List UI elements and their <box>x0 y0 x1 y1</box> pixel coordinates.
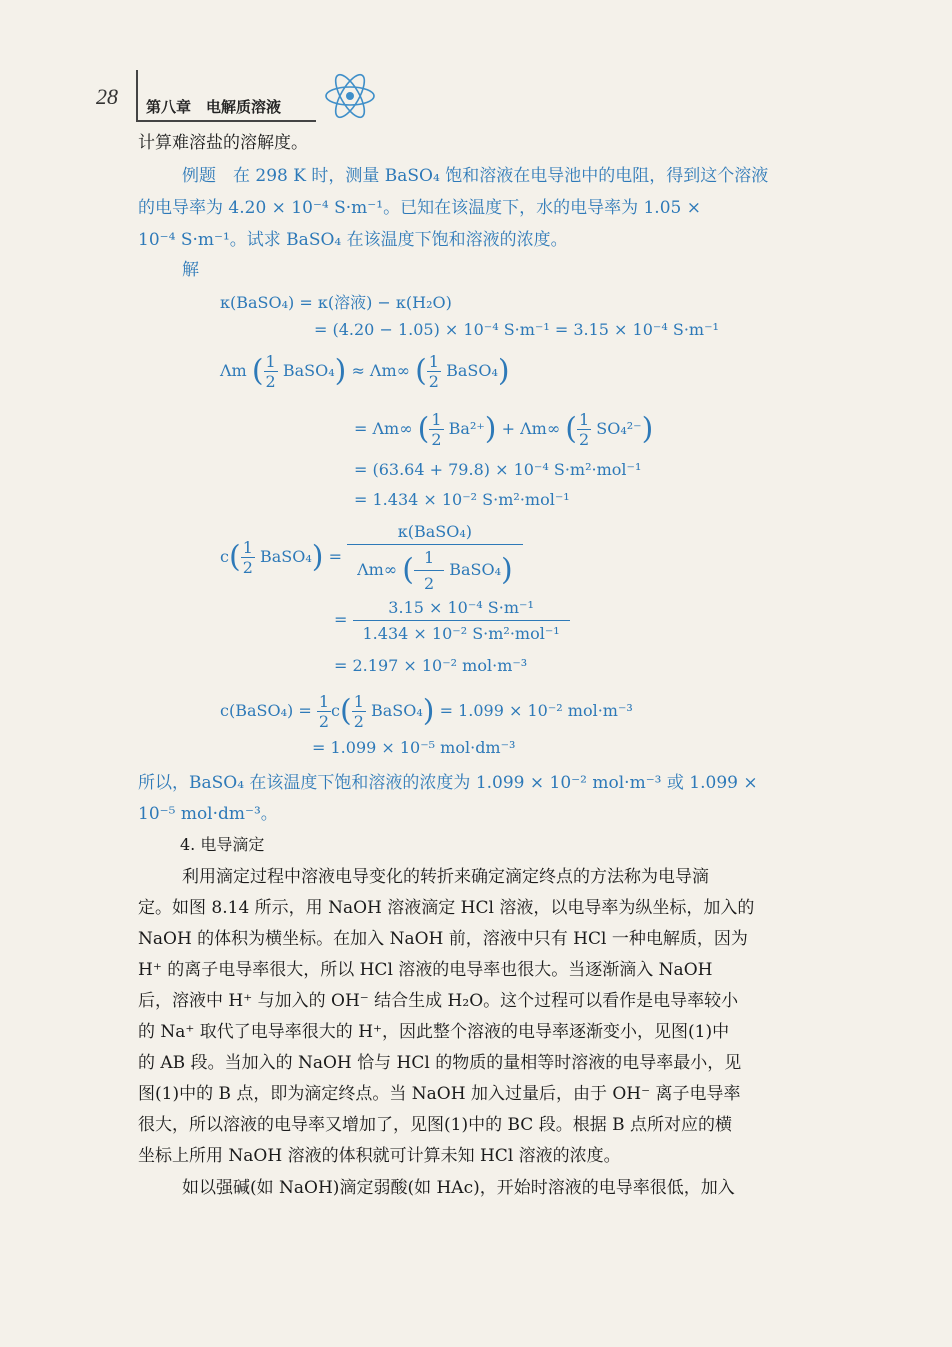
paren-close: ) <box>497 353 510 389</box>
intro-line: 计算难溶盐的溶解度。 <box>138 133 308 153</box>
conclusion-line-1: 所以，BaSO₄ 在该温度下饱和溶液的浓度为 1.099 × 10⁻² mol·m⁻³ 或 1.099 × <box>138 773 758 793</box>
fraction-half: $\frac{1}{2}$ <box>578 410 590 449</box>
conclusion-line-2: 10⁻⁵ mol·dm⁻³。 <box>138 804 278 824</box>
paragraph-line: 很大，所以溶液的电导率又增加了，见图(1)中的 BC 段。根据 B 点所对应的横 <box>138 1115 733 1135</box>
formula-kappa-baso4: κ(BaSO₄) = κ(溶液) − κ(H₂O) <box>220 293 452 312</box>
atom-icon <box>322 68 378 124</box>
formula-numeric-fraction: = $\frac{\text{3.15 × 10⁻⁴ S·m⁻¹}}{\text{1.434 × 10⁻² S·m²·mol⁻¹}}$ <box>334 598 570 643</box>
fraction-half: $\frac{1}{2}$ <box>428 352 439 391</box>
last-paragraph-line: 如以强碱(如 NaOH)滴定弱酸(如 HAc)，开始时溶液的电导率很低，加入 <box>182 1178 735 1198</box>
fraction-half: $\frac{1}{2}$ <box>265 352 276 391</box>
paragraph-line: H⁺ 的离子电导率很大，所以 HCl 溶液的电导率也很大。当逐渐滴入 NaOH <box>138 960 713 980</box>
lambda-m-symbol: Λm <box>220 361 247 380</box>
paren-open: ( <box>415 353 427 389</box>
paragraph-line: 坐标上所用 NaOH 溶液的体积就可计算未知 HCl 溶液的浓度。 <box>138 1146 621 1166</box>
formula-ion-values: = (63.64 + 79.8) × 10⁻⁴ S·m²·mol⁻¹ <box>354 460 642 479</box>
species-so4: SO₄²⁻ <box>596 419 642 438</box>
lambda-limit-a: = Λm∞ <box>354 419 413 438</box>
fraction-kappa-over-lambda: κ(BaSO₄) Λm∞ ( $\frac{1}{2}$ BaSO₄) <box>347 522 523 593</box>
formula-lambda-result: = 1.434 × 10⁻² S·m²·mol⁻¹ <box>354 490 570 509</box>
formula-concentration-result: = 2.197 × 10⁻² mol·m⁻³ <box>334 656 528 675</box>
paragraph-line: 图(1)中的 B 点，即为滴定终点。当 NaOH 加入过量后，由于 OH⁻ 离子电导率 <box>138 1084 741 1104</box>
paragraph-line: NaOH 的体积为横坐标。在加入 NaOH 前，溶液中只有 HCl 一种电解质，因为 <box>138 929 748 949</box>
header-vertical-rule <box>136 70 138 122</box>
paren-close: ) <box>334 353 347 389</box>
fraction-half: $\frac{1}{2}$ <box>431 410 442 449</box>
lambda-limit-b: + Λm∞ <box>501 419 561 438</box>
fraction-half: $\frac{1}{2}$ <box>242 538 253 577</box>
example-line-1: 例题 在 298 K 时，测量 BaSO₄ 饱和溶液在电导池中的电阻，得到这个溶液 <box>182 166 769 186</box>
formula-final-result: = 1.099 × 10⁻⁵ mol·dm⁻³ <box>312 738 516 757</box>
header-horizontal-rule <box>136 120 316 122</box>
formula-baso4-concentration: c(BaSO₄) = $\frac{1}{2}$ c( $\frac{1}{2}$ BaSO₄) = 1.099 × 10⁻² mol·m⁻³ <box>220 692 633 731</box>
paragraph-line: 的 AB 段。当加入的 NaOH 恰与 HCl 的物质的量相等时溶液的电导率最小，见 <box>138 1053 742 1073</box>
formula-kappa-value: = (4.20 − 1.05) × 10⁻⁴ S·m⁻¹ = 3.15 × 10⁻⁴ S·m⁻¹ <box>314 320 719 339</box>
page-number: 28 <box>96 84 118 109</box>
solution-label: 解 <box>182 260 199 280</box>
paren-open: ( <box>251 353 264 389</box>
species-ba2: Ba²⁺ <box>448 419 485 438</box>
chapter-title: 第八章 电解质溶液 <box>146 98 282 116</box>
formula-concentration: c( $\frac{1}{2}$ BaSO₄) = κ(BaSO₄) Λm∞ ( $\frac{1}{2}$ BaSO₄) <box>220 522 523 593</box>
paragraph-line: 后，溶液中 H⁺ 与加入的 OH⁻ 结合生成 H₂O。这个过程可以看作是电导率较小 <box>138 991 739 1011</box>
approx-limit: ≈ Λm∞ <box>351 361 410 380</box>
example-line-3: 10⁻⁴ S·m⁻¹。试求 BaSO₄ 在该温度下饱和溶液的浓度。 <box>138 230 568 250</box>
formula-ion-sum: = Λm∞ ( $\frac{1}{2}$ Ba²⁺) + Λm∞ ( $\frac{1}{2}$ SO₄²⁻) <box>354 410 654 449</box>
species-baso4: BaSO₄ <box>282 361 335 380</box>
paragraph-line: 利用滴定过程中溶液电导变化的转折来确定滴定终点的方法称为电导滴 <box>182 867 709 887</box>
fraction-half: $\frac{1}{2}$ <box>353 692 364 731</box>
species-baso4: BaSO₄ <box>446 361 498 380</box>
formula-molar-conductivity <box>220 352 510 391</box>
paragraph-line: 定。如图 8.14 所示，用 NaOH 溶液滴定 HCl 溶液，以电导率为纵坐标，加入的 <box>138 898 755 918</box>
paragraph-line: 的 Na⁺ 取代了电导率很大的 H⁺，因此整个溶液的电导率逐渐变小，见图(1)中 <box>138 1022 730 1042</box>
example-line-2: 的电导率为 4.20 × 10⁻⁴ S·m⁻¹。已知在该温度下，水的电导率为 1.05 × <box>138 198 701 218</box>
fraction-half: $\frac{1}{2}$ <box>318 692 330 731</box>
section-heading: 4. 电导滴定 <box>180 835 265 854</box>
